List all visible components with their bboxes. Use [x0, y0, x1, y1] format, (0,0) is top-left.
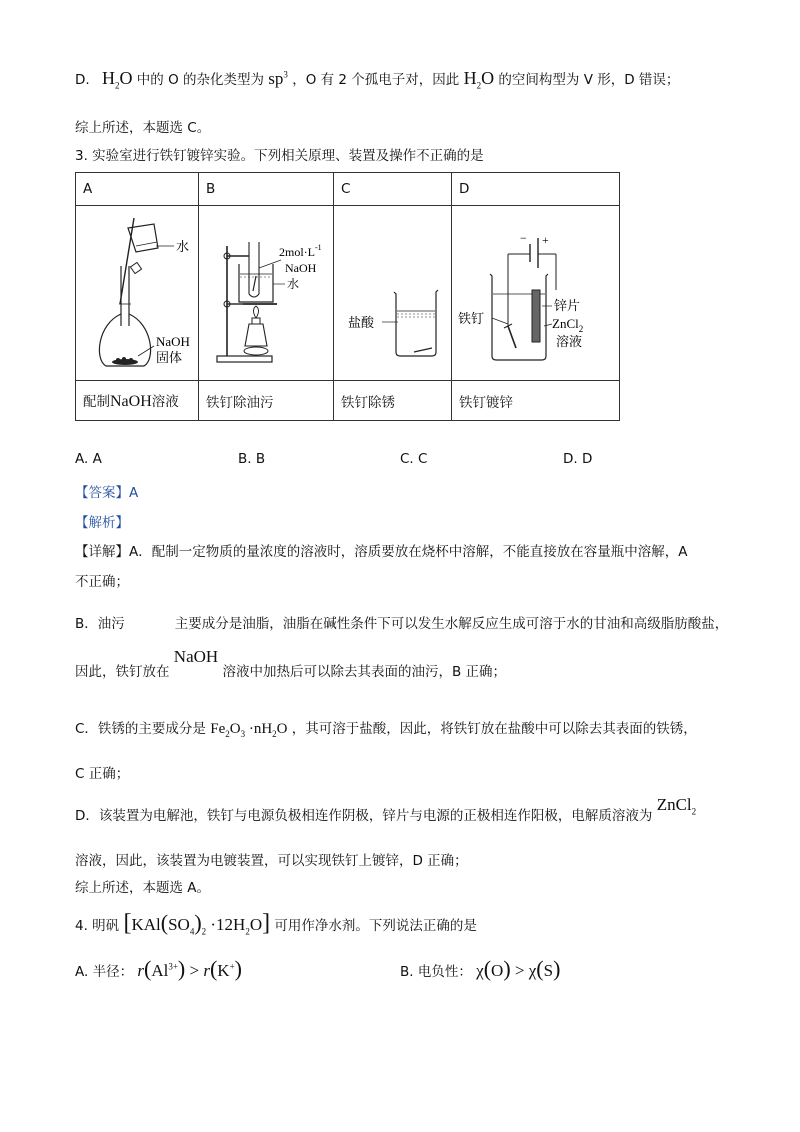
header-b: B [199, 173, 334, 206]
label-hcl: 盐酸 [348, 315, 375, 330]
detail-b-line1: B．油污 主要成分是油脂，油脂在碱性条件下可以发生水解反应生成可溶于水的甘油和高级脂肪酸盐， [75, 616, 729, 632]
q3-option-b[interactable]: B. B [238, 451, 266, 467]
formula-h2o: $H_2O$ [101, 68, 133, 91]
formula-alum: $[KAl(SO_4)_2 \cdot 12H_2O]$ [123, 910, 271, 937]
detail-d-line1: D．该装置为电解池，铁钉与电源负极相连作阴极，锌片与电源的正极相连作阳极，电解质溶液为 ZnCl$_2$ [75, 795, 697, 824]
label-plus: + [542, 233, 549, 247]
detail-c-line1: C．铁锈的主要成分是 $Fe_2O_3 \cdot nH_2O$ ，其可溶于盐酸，因此，将铁钉放在盐酸中可以除去其表面的铁锈， [75, 721, 697, 739]
caption-d: 铁钉镀锌 [452, 381, 620, 421]
formula-electronegativity: χ(O) > χ(S) [476, 956, 561, 981]
q3-option-a[interactable]: A. A [75, 451, 102, 467]
label-nail: 铁钉 [458, 311, 485, 326]
figure-d-electroplating [452, 206, 620, 381]
q4-option-b[interactable]: B. 电负性： χ(O) > χ(S) [400, 956, 561, 981]
prev-option-d: D. $H_2O$ 中的 O 的杂化类型为 $sp^3$ ，O 有 2 个孤电子对，因此 $H_2O$ 的空间构型为 V 形，D 错误； [75, 68, 680, 91]
label-water-b: 水 [287, 277, 300, 291]
formula-radius: $r(Al^{3+}) > r(K^+)$ [137, 956, 242, 981]
formula-sp3: $sp^3$ [268, 69, 288, 88]
answer-tag: 【答案】A [75, 485, 139, 501]
figure-c-beaker-acid [334, 206, 452, 381]
q3-option-c[interactable]: C. C [400, 451, 428, 467]
formula-rust: $Fe_2O_3 \cdot nH_2O$ [210, 721, 288, 739]
label-conc: $2mol\cdot L^{-1}$ [279, 243, 322, 259]
label-water: 水 [176, 239, 190, 254]
header-d: D [452, 173, 620, 206]
analysis-tag: 【解析】 [75, 515, 129, 531]
caption-a: 配制NaOH溶液 [76, 381, 199, 421]
q4-option-a[interactable]: A. 半径： $r(Al^{3+}) > r(K^+)$ [75, 956, 242, 981]
figure-a-volumetric-flask [76, 206, 199, 381]
q4-stem: 4. 明矾 $[KAl(SO_4)_2 \cdot 12H_2O]$ 可用作净水剂。下列说法正确的是 [75, 910, 477, 937]
header-c: C [334, 173, 452, 206]
detail-a-line2: 不正确； [75, 574, 129, 590]
formula-h2o-2: $H_2O$ [463, 68, 495, 91]
detail-a-line1: 【详解】A．配制一定物质的量浓度的溶液时，溶质要放在烧杯中溶解，不能直接放在容量瓶中溶解，A [75, 544, 688, 560]
caption-c: 铁钉除锈 [334, 381, 452, 421]
formula-zncl2: ZnCl$_2$ [656, 795, 697, 817]
detail-c-line2: C 正确； [75, 766, 130, 782]
figure-b-heating-apparatus [199, 206, 334, 381]
label-minus: − [520, 231, 527, 245]
q3-table [75, 172, 620, 421]
label-zncl2: ZnCl$_2$ [552, 316, 584, 334]
caption-b: 铁钉除油污 [199, 381, 334, 421]
detail-d-line2: 溶液，因此，该装置为电镀装置，可以实现铁钉上镀锌，D 正确； [75, 853, 468, 869]
q3-stem: 3. 实验室进行铁钉镀锌实验。下列相关原理、装置及操作不正确的是 [75, 148, 484, 164]
prev-summary: 综上所述，本题选 C。 [75, 120, 211, 136]
label-zinc: 锌片 [554, 298, 581, 313]
label-naoh: NaOH [156, 334, 190, 349]
header-a: A [76, 173, 199, 206]
label-solid: 固体 [156, 350, 183, 365]
q3-summary: 综上所述，本题选 A。 [75, 880, 211, 896]
q3-option-d[interactable]: D. D [563, 451, 593, 467]
detail-b-line2: 因此，铁钉放在 NaOH 溶液中加热后可以除去其表面的油污，B 正确； [75, 647, 507, 680]
label-naoh-b: NaOH [285, 261, 317, 275]
label-solution: 溶液 [556, 334, 583, 349]
